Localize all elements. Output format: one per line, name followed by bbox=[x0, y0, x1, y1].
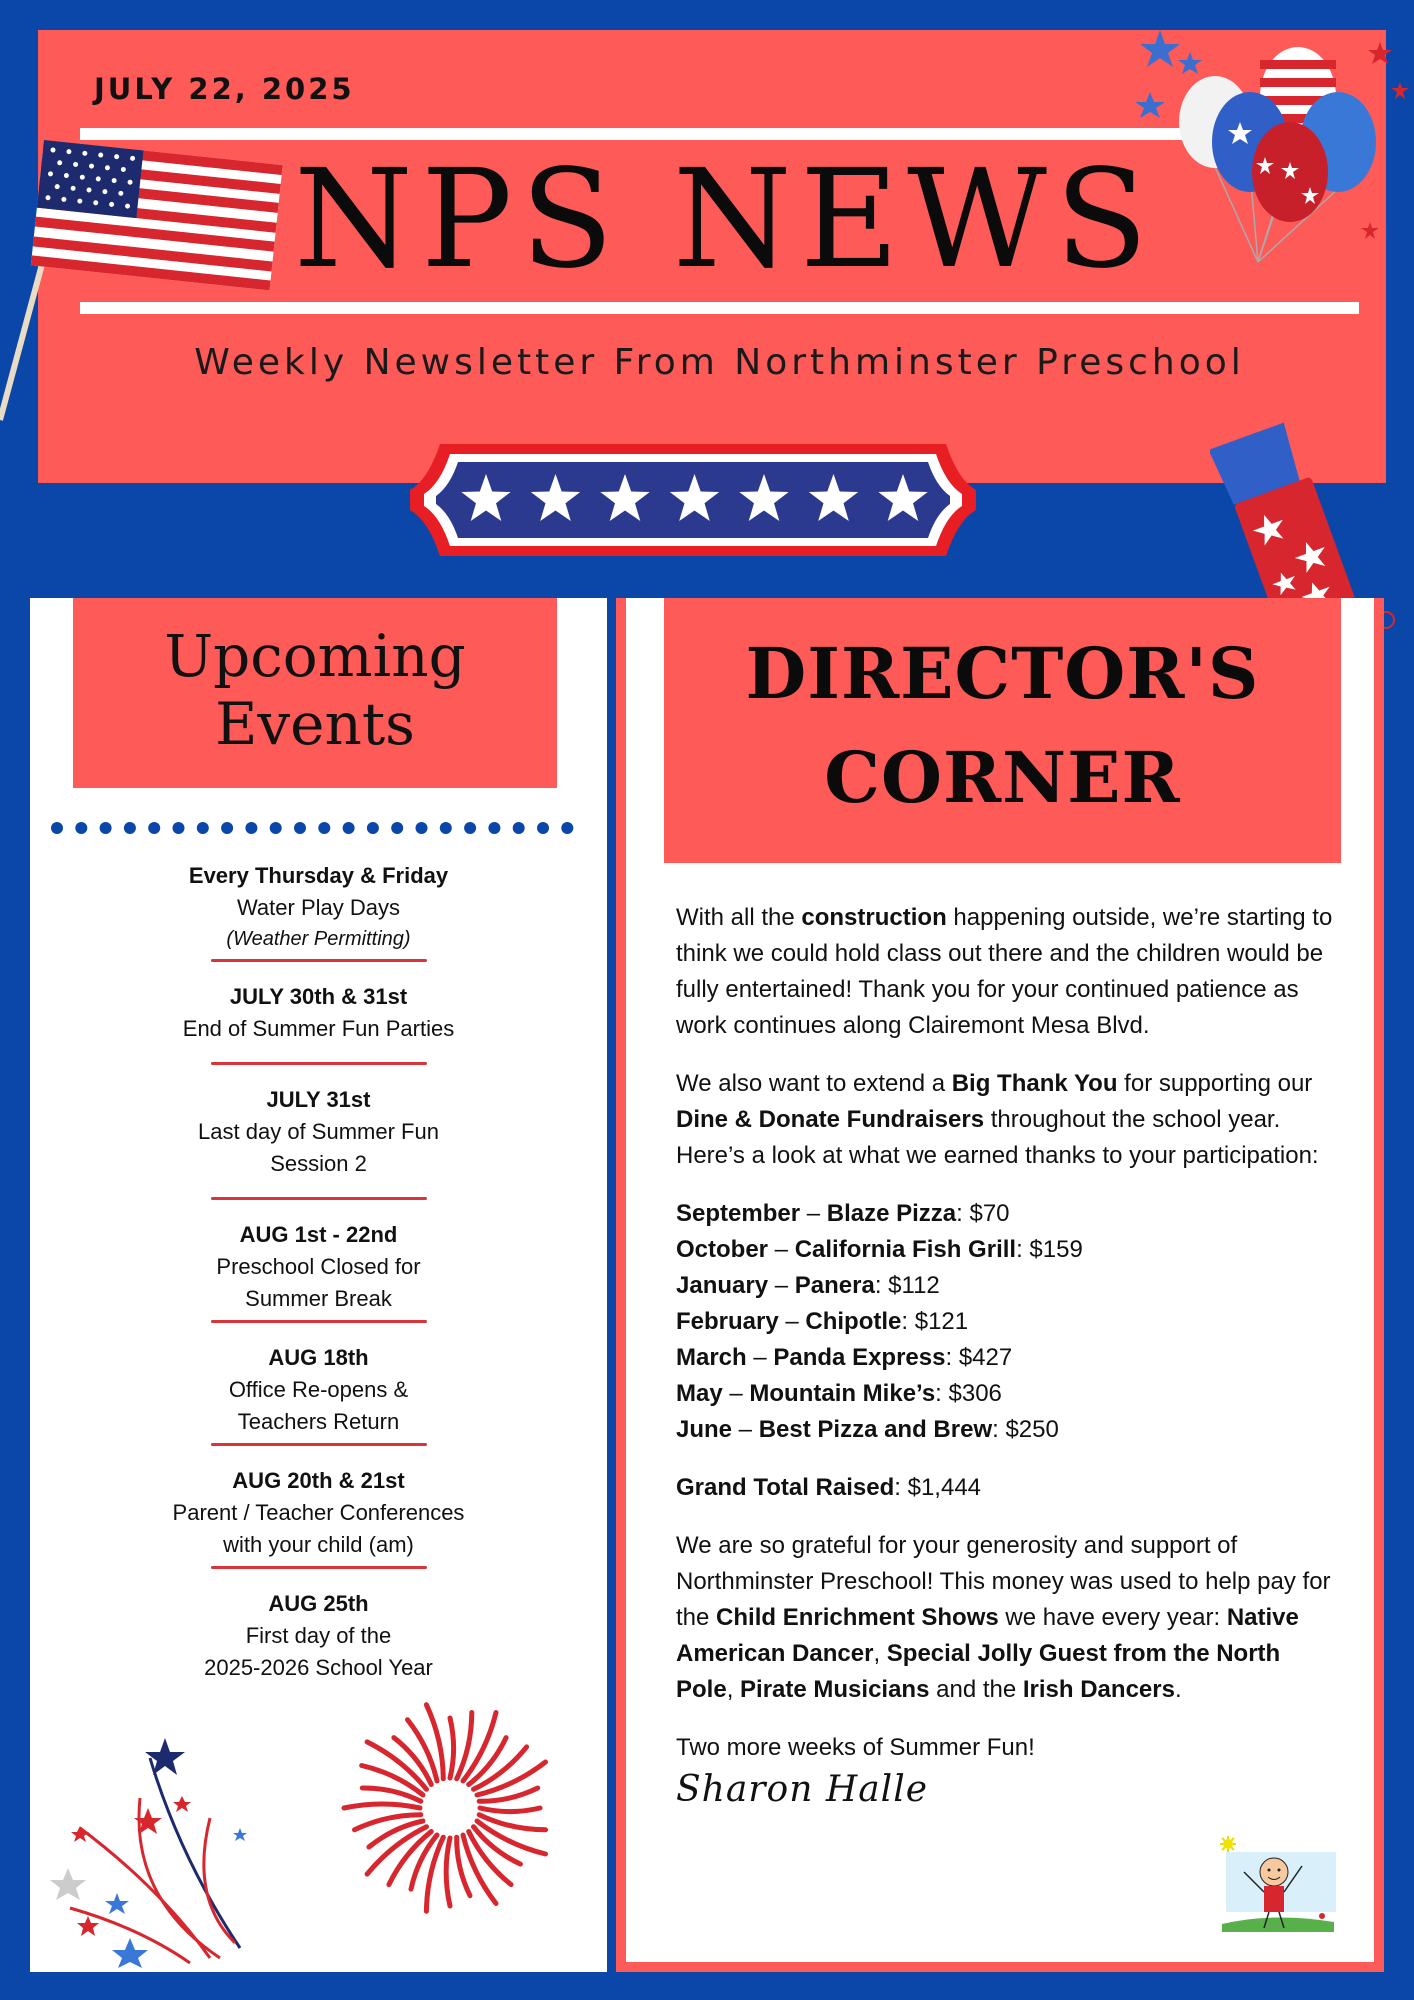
event-description: Water Play Days bbox=[236, 895, 400, 920]
paragraph-construction bbox=[676, 900, 1336, 1044]
event-divider bbox=[211, 958, 427, 963]
bold-span: Child Enrichment Shows bbox=[716, 1604, 999, 1631]
divider-dot bbox=[343, 822, 355, 834]
bold-span: construction bbox=[801, 904, 947, 931]
events-heading-line2: Events bbox=[215, 690, 415, 758]
event-item bbox=[30, 1219, 607, 1324]
director-heading bbox=[664, 598, 1341, 830]
paragraph-thank-you bbox=[676, 1066, 1336, 1174]
divider-dot bbox=[440, 822, 452, 834]
bold-span: Special Jolly Guest from the North Pole bbox=[676, 1640, 1281, 1703]
grand-total-amount: $1,444 bbox=[907, 1474, 982, 1501]
divider-dot bbox=[464, 822, 476, 834]
divider-dot bbox=[270, 822, 282, 834]
fundraiser-amount: $70 bbox=[969, 1200, 1010, 1227]
text-span: . bbox=[1174, 1676, 1182, 1703]
fundraiser-amount: $159 bbox=[1029, 1236, 1083, 1263]
event-description-line2: with your child (am) bbox=[223, 1532, 414, 1557]
director-heading-line1: DIRECTOR'S bbox=[745, 632, 1260, 715]
divider-dot bbox=[537, 822, 549, 834]
event-divider bbox=[211, 1319, 427, 1324]
text-span: , bbox=[873, 1640, 887, 1667]
event-description: First day of the bbox=[245, 1623, 392, 1648]
divider-dot bbox=[391, 822, 403, 834]
events-heading-line1: Upcoming bbox=[164, 622, 466, 690]
event-divider bbox=[211, 1061, 427, 1066]
fundraiser-month: February bbox=[676, 1308, 779, 1335]
event-item bbox=[30, 1588, 607, 1684]
fundraiser-row: March – Panda Express: $427 bbox=[676, 1344, 1013, 1371]
fundraiser-month: October bbox=[676, 1236, 769, 1263]
fundraiser-month: January bbox=[676, 1272, 769, 1299]
text-span: for supporting our bbox=[1117, 1070, 1313, 1097]
event-description-line2: Session 2 bbox=[270, 1151, 367, 1176]
american-flag-icon bbox=[0, 130, 300, 430]
events-heading bbox=[73, 598, 557, 758]
bold-span: Native American Dancer bbox=[676, 1604, 1299, 1667]
event-description-line2: Teachers Return bbox=[237, 1409, 400, 1434]
fundraiser-amount: $250 bbox=[1005, 1416, 1059, 1443]
closing-line: Two more weeks of Summer Fun! bbox=[676, 1734, 1035, 1761]
divider-dot bbox=[148, 822, 160, 834]
fundraiser-restaurant: California Fish Grill bbox=[794, 1236, 1017, 1263]
divider-dot bbox=[245, 822, 257, 834]
event-description-line2: 2025-2026 School Year bbox=[204, 1655, 433, 1680]
event-description: Office Re-opens & bbox=[228, 1377, 409, 1402]
event-item bbox=[30, 981, 607, 1066]
fundraiser-restaurant: Chipotle bbox=[805, 1308, 902, 1335]
divider-dot bbox=[367, 822, 379, 834]
directors-corner-frame bbox=[616, 598, 1384, 1972]
bold-span: Big Thank You bbox=[951, 1070, 1118, 1097]
event-divider bbox=[211, 1442, 427, 1447]
fundraiser-row: May – Mountain Mike’s: $306 bbox=[676, 1380, 1002, 1407]
event-date: AUG 18th bbox=[268, 1345, 369, 1370]
divider-dot bbox=[221, 822, 233, 834]
fundraiser-restaurant: Panda Express bbox=[773, 1344, 946, 1371]
event-description: Last day of Summer Fun bbox=[198, 1119, 439, 1144]
divider-dot bbox=[51, 822, 63, 834]
fundraiser-row: June – Best Pizza and Brew: $250 bbox=[676, 1416, 1059, 1443]
divider-dot bbox=[513, 822, 525, 834]
divider-dot bbox=[294, 822, 306, 834]
text-span: , bbox=[726, 1676, 741, 1703]
fundraiser-restaurant: Blaze Pizza bbox=[826, 1200, 957, 1227]
event-item bbox=[30, 1342, 607, 1447]
divider-dot bbox=[124, 822, 136, 834]
firework-burst-icon bbox=[340, 1698, 560, 1918]
burst-ray bbox=[446, 1838, 450, 1906]
director-letter bbox=[676, 900, 1336, 1808]
grand-total-label: Grand Total Raised bbox=[676, 1474, 895, 1501]
patriotic-balloons-icon bbox=[1130, 22, 1414, 292]
director-heading-box bbox=[664, 598, 1341, 863]
director-signature: Sharon Halle bbox=[676, 1769, 929, 1810]
newsletter-title: NPS NEWS bbox=[293, 141, 1157, 299]
divider-dot bbox=[318, 822, 330, 834]
event-item bbox=[30, 860, 607, 963]
fundraiser-row: January – Panera: $112 bbox=[676, 1272, 940, 1299]
text-span: and the bbox=[929, 1676, 1023, 1703]
fundraiser-restaurant: Panera bbox=[794, 1272, 875, 1299]
fundraiser-amount: $121 bbox=[914, 1308, 969, 1335]
divider-dot bbox=[488, 822, 500, 834]
divider-dot bbox=[416, 822, 428, 834]
fundraiser-amount: $427 bbox=[958, 1344, 1013, 1371]
burst-ray bbox=[344, 1804, 420, 1808]
fundraiser-row: September – Blaze Pizza: $70 bbox=[676, 1200, 1010, 1227]
child-drawing-icon bbox=[1214, 1832, 1344, 1942]
upcoming-events-column bbox=[30, 598, 607, 1972]
paragraph-grateful bbox=[676, 1528, 1336, 1708]
events-list bbox=[30, 860, 607, 1684]
bold-span: Irish Dancers bbox=[1022, 1676, 1175, 1703]
event-date: AUG 1st - 22nd bbox=[239, 1222, 398, 1247]
fundraiser-row: October – California Fish Grill: $159 bbox=[676, 1236, 1083, 1263]
fundraiser-month: September bbox=[676, 1200, 801, 1227]
divider-dot bbox=[100, 822, 112, 834]
fundraiser-amount: $112 bbox=[888, 1272, 940, 1299]
divider-dot bbox=[197, 822, 209, 834]
divider-dot bbox=[561, 822, 573, 834]
fundraiser-month: March bbox=[676, 1344, 747, 1371]
event-date: JULY 31st bbox=[266, 1087, 371, 1112]
issue-date: JULY 22, 2025 bbox=[94, 72, 355, 106]
text-span: throughout the school year. Here’s a look at what we earned thanks to your participation: bbox=[676, 1106, 1319, 1169]
fundraiser-month: June bbox=[676, 1416, 733, 1443]
event-date: AUG 20th & 21st bbox=[232, 1468, 405, 1493]
burst-ray bbox=[450, 1718, 454, 1778]
bold-span: Pirate Musicians bbox=[740, 1676, 930, 1703]
burst-ray bbox=[389, 1832, 431, 1885]
fundraiser-list bbox=[676, 1196, 1336, 1448]
fundraiser-amount: $306 bbox=[948, 1380, 1002, 1407]
events-heading-box bbox=[73, 598, 557, 788]
bold-span: Dine & Donate Fundraisers bbox=[676, 1106, 985, 1133]
event-date: JULY 30th & 31st bbox=[229, 984, 408, 1009]
grand-total: Grand Total Raised: $1,444 bbox=[676, 1474, 982, 1501]
event-description: Preschool Closed for bbox=[216, 1254, 421, 1279]
event-description: End of Summer Fun Parties bbox=[182, 1016, 455, 1041]
event-note: (Weather Permitting) bbox=[226, 928, 411, 950]
text-span: We also want to extend a bbox=[676, 1070, 952, 1097]
stars-banner-icon bbox=[410, 440, 976, 560]
text-span: We are so grateful for your generosity and support of Northminster Preschool! This money was used to help pay for the bbox=[676, 1532, 1331, 1631]
text-span: happening outside, we’re starting to think we could hold class out there and the children would be fully entertained! Thank you for your continued patience as work continues along Clairemont Mesa Blvd. bbox=[676, 904, 1333, 1039]
event-item bbox=[30, 1465, 607, 1570]
text-span: we have every year: bbox=[998, 1604, 1227, 1631]
fundraiser-restaurant: Best Pizza and Brew bbox=[758, 1416, 993, 1443]
text-span: With all the bbox=[676, 904, 802, 931]
event-description-line2: Summer Break bbox=[245, 1286, 392, 1311]
newsletter-subtitle: Weekly Newsletter From Northminster Preschool bbox=[194, 342, 1245, 383]
event-date: Every Thursday & Friday bbox=[188, 863, 449, 888]
burst-ray bbox=[480, 1808, 540, 1812]
shooting-stars-icon bbox=[40, 1728, 280, 1968]
fundraiser-month: May bbox=[676, 1380, 723, 1407]
event-divider bbox=[211, 1196, 427, 1201]
event-date: AUG 25th bbox=[268, 1591, 369, 1616]
fundraiser-row: February – Chipotle: $121 bbox=[676, 1308, 969, 1335]
directors-corner-column bbox=[626, 598, 1374, 1962]
divider-dot bbox=[75, 822, 87, 834]
event-description: Parent / Teacher Conferences bbox=[172, 1500, 465, 1525]
event-item bbox=[30, 1084, 607, 1201]
director-heading-line2: CORNER bbox=[824, 736, 1181, 819]
divider-dot bbox=[173, 822, 185, 834]
fundraiser-restaurant: Mountain Mike’s bbox=[749, 1380, 936, 1407]
dotted-divider bbox=[50, 820, 590, 836]
event-divider bbox=[211, 1565, 427, 1570]
